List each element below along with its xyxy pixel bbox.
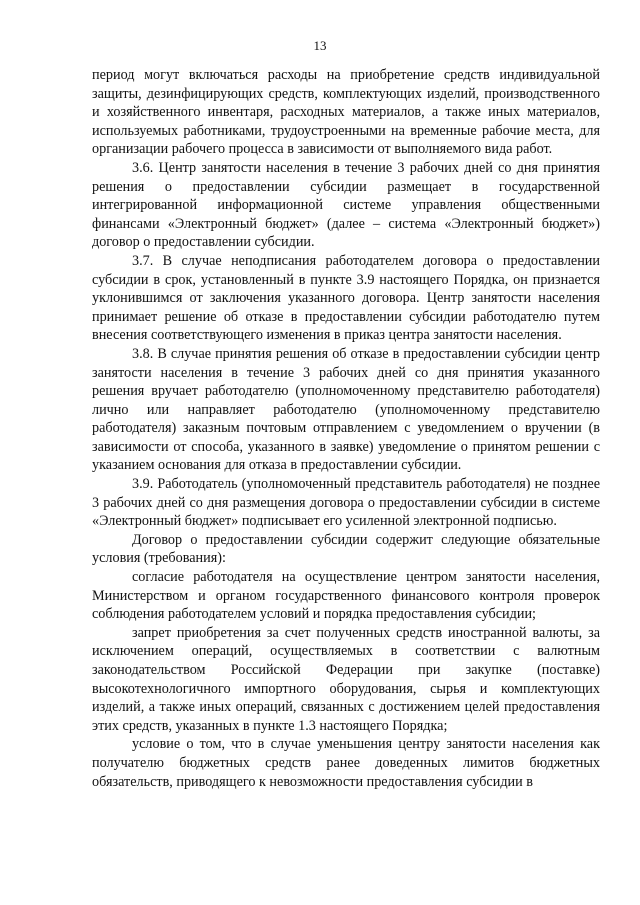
paragraph-3-9: 3.9. Работодатель (уполномоченный представитель работодателя) не позднее 3 рабочих дней со дня размещения договора о предоставлении субсидии в системе «Электронный бюджет» подписывает его усиленной электронной подписью. [92,476,600,530]
paragraph-condition-limits: условие о том, что в случае уменьшения центру занятости населения как получателю бюджетных средств ранее доведенных лимитов бюджетных обязательств, приводящего к невозможности предоставления субсидии в [92,736,600,790]
paragraph-condition-consent: согласие работодателя на осуществление центром занятости населения, Министерством и органом государственного финансового контроля проверок соблюдения работодателем условий и порядка предоставления субсидии; [92,569,600,623]
paragraph-3-6: 3.6. Центр занятости населения в течение 3 рабочих дней со дня принятия решения о предоставлении субсидии размещает в государственной интегрированной информационной системе управления общественными финансами «Электронный бюджет» (далее – система «Электронный бюджет») договор о предоставлении субсидии. [92,159,600,251]
page-number: 13 [313,38,327,53]
paragraph-3-7: 3.7. В случае неподписания работодателем договора о предоставлении субсидии в срок, установленный в пункте 3.9 настоящего Порядка, он признается уклонившимся от заключения указанного договора. Центр занятости населения принимает решение об отказе в предоставлении субсидии работодателю путем внесения соответствующего изменения в приказ центра занятости населения. [92,252,600,344]
paragraph-contract-conditions-intro: Договор о предоставлении субсидии содержит следующие обязательные условия (требования): [92,531,600,567]
paragraph-condition-currency-ban: запрет приобретения за счет полученных средств иностранной валюты, за исключением операций, осуществляемых в соответствии с валютным законодательством Российской Федерации при закупке (поставке) высокотехнологичного импортного оборудования, сырья и комплектующих изделий, а также иных операций, связанных с достижением целей предоставления этих средств, указанных в пункте 1.3 настоящего Порядка; [92,624,600,734]
paragraph-3-8: 3.8. В случае принятия решения об отказе в предоставлении субсидии центр занятости населения в течение 3 рабочих дней со дня принятия указанного решения вручает работодателю (уполномоченному представителю работодателя) лично или направляет работодателю (уполномоченному представителю работодателя) заказным почтовым отправлением с уведомлением о вручении (в зависимости от способа, указанного в заявке) уведомление о принятом решении с указанием основания для отказа в предоставлении субсидии. [92,345,600,474]
document-body [92,66,600,791]
paragraph-continuation: период могут включаться расходы на приобретение средств индивидуальной защиты, дезинфицирующих средств, комплектующих изделий, производственного и хозяйственного инвентаря, расходных материалов, а также иных материалов, используемых работниками, трудоустроенными на временные рабочие места, для организации рабочего процесса в зависимости от выполняемого вида работ. [92,67,600,158]
